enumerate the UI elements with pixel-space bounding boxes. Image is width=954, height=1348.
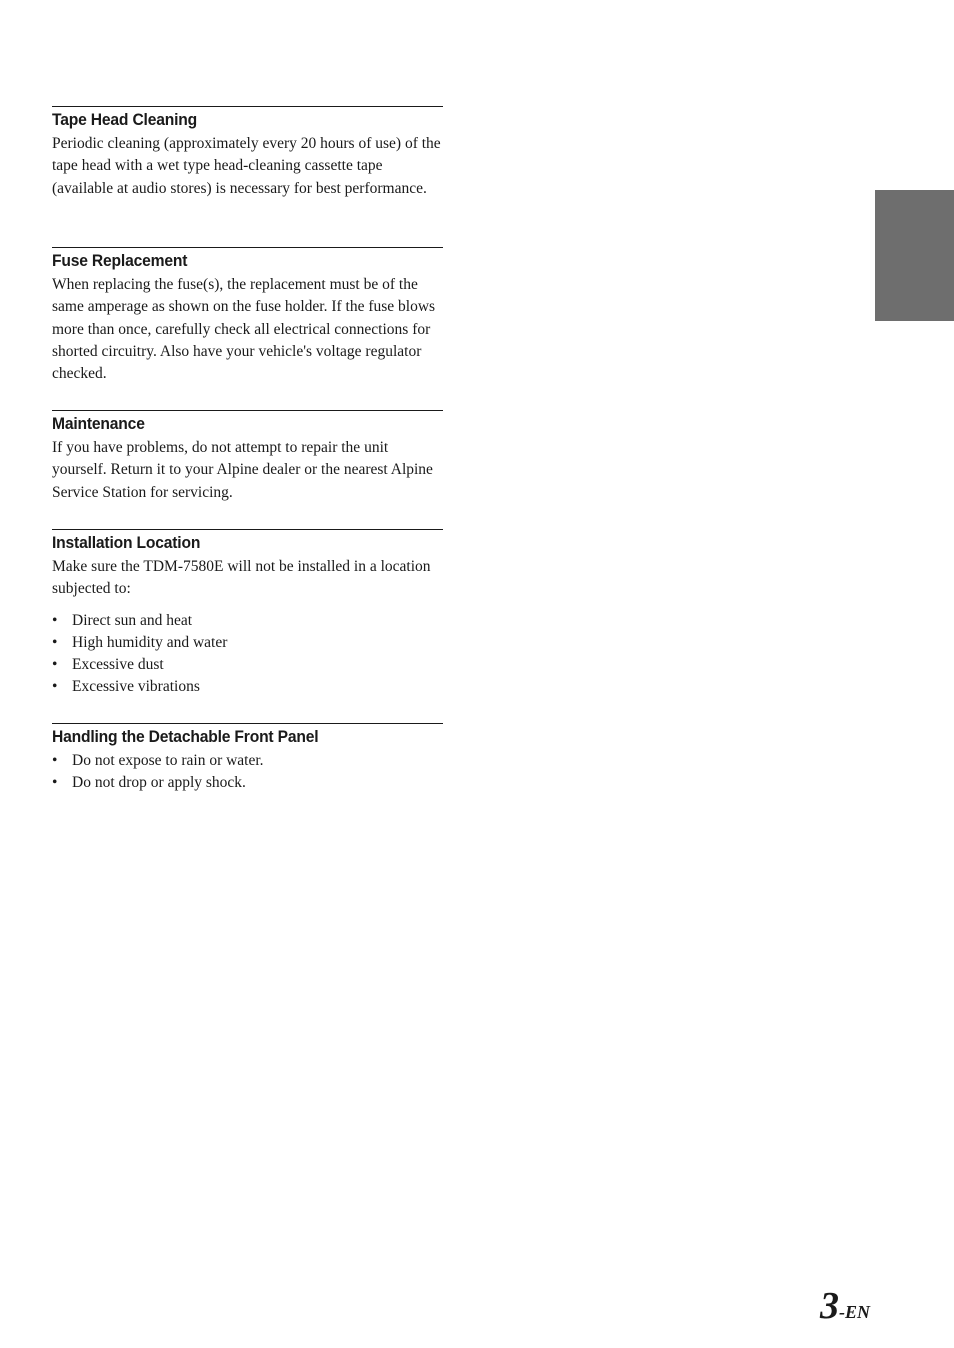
bullet-icon: • <box>52 655 58 673</box>
section-maintenance <box>52 410 443 529</box>
list-item: • Do not expose to rain or water. <box>52 750 443 772</box>
bullet-list <box>52 750 443 794</box>
section-heading: Maintenance <box>52 414 145 433</box>
section-handling-front-panel <box>52 723 443 794</box>
section-paragraph: When replacing the fuse(s), the replacement must be of the same amperage as shown on the fuse holder. If the fuse blows more than once, carefully check all electrical connections for shorted circuitry. Also have your vehicle's voltage regulator checked. <box>52 276 436 383</box>
list-item: • Do not drop or apply shock. <box>52 772 443 794</box>
page-number-value: 3 <box>820 1285 839 1327</box>
section-paragraph: Periodic cleaning (approximately every 20 hours of use) of the tape head with a wet type head-cleaning cassette tape (available at audio stores) is necessary for best performance. <box>52 135 441 197</box>
bullet-icon: • <box>52 611 58 629</box>
page-number-suffix: -EN <box>839 1302 870 1322</box>
content-column <box>52 106 443 794</box>
bullet-icon: • <box>52 633 58 651</box>
bullet-list <box>52 610 443 698</box>
bullet-icon: • <box>52 774 58 791</box>
section-heading: Fuse Replacement <box>52 251 188 270</box>
bullet-icon: • <box>52 752 58 769</box>
list-item: • High humidity and water <box>52 632 443 654</box>
list-item: • Excessive dust <box>52 654 443 676</box>
section-heading: Tape Head Cleaning <box>52 110 198 129</box>
section-heading: Installation Location <box>52 533 201 552</box>
list-item: • Direct sun and heat <box>52 610 443 632</box>
section-tape-head-cleaning <box>52 106 443 247</box>
chapter-side-tab <box>875 190 954 321</box>
section-paragraph: If you have problems, do not attempt to repair the unit yourself. Return it to your Alpine dealer or the nearest Alpine Service Station for servicing. <box>52 439 433 501</box>
list-item: • Excessive vibrations <box>52 676 443 698</box>
page-number <box>820 1284 870 1328</box>
section-installation-location <box>52 529 443 723</box>
section-heading: Handling the Detachable Front Panel <box>52 727 319 746</box>
section-paragraph: Make sure the TDM-7580E will not be installed in a location subjected to: <box>52 558 431 598</box>
section-fuse-replacement <box>52 247 443 410</box>
bullet-icon: • <box>52 677 58 695</box>
